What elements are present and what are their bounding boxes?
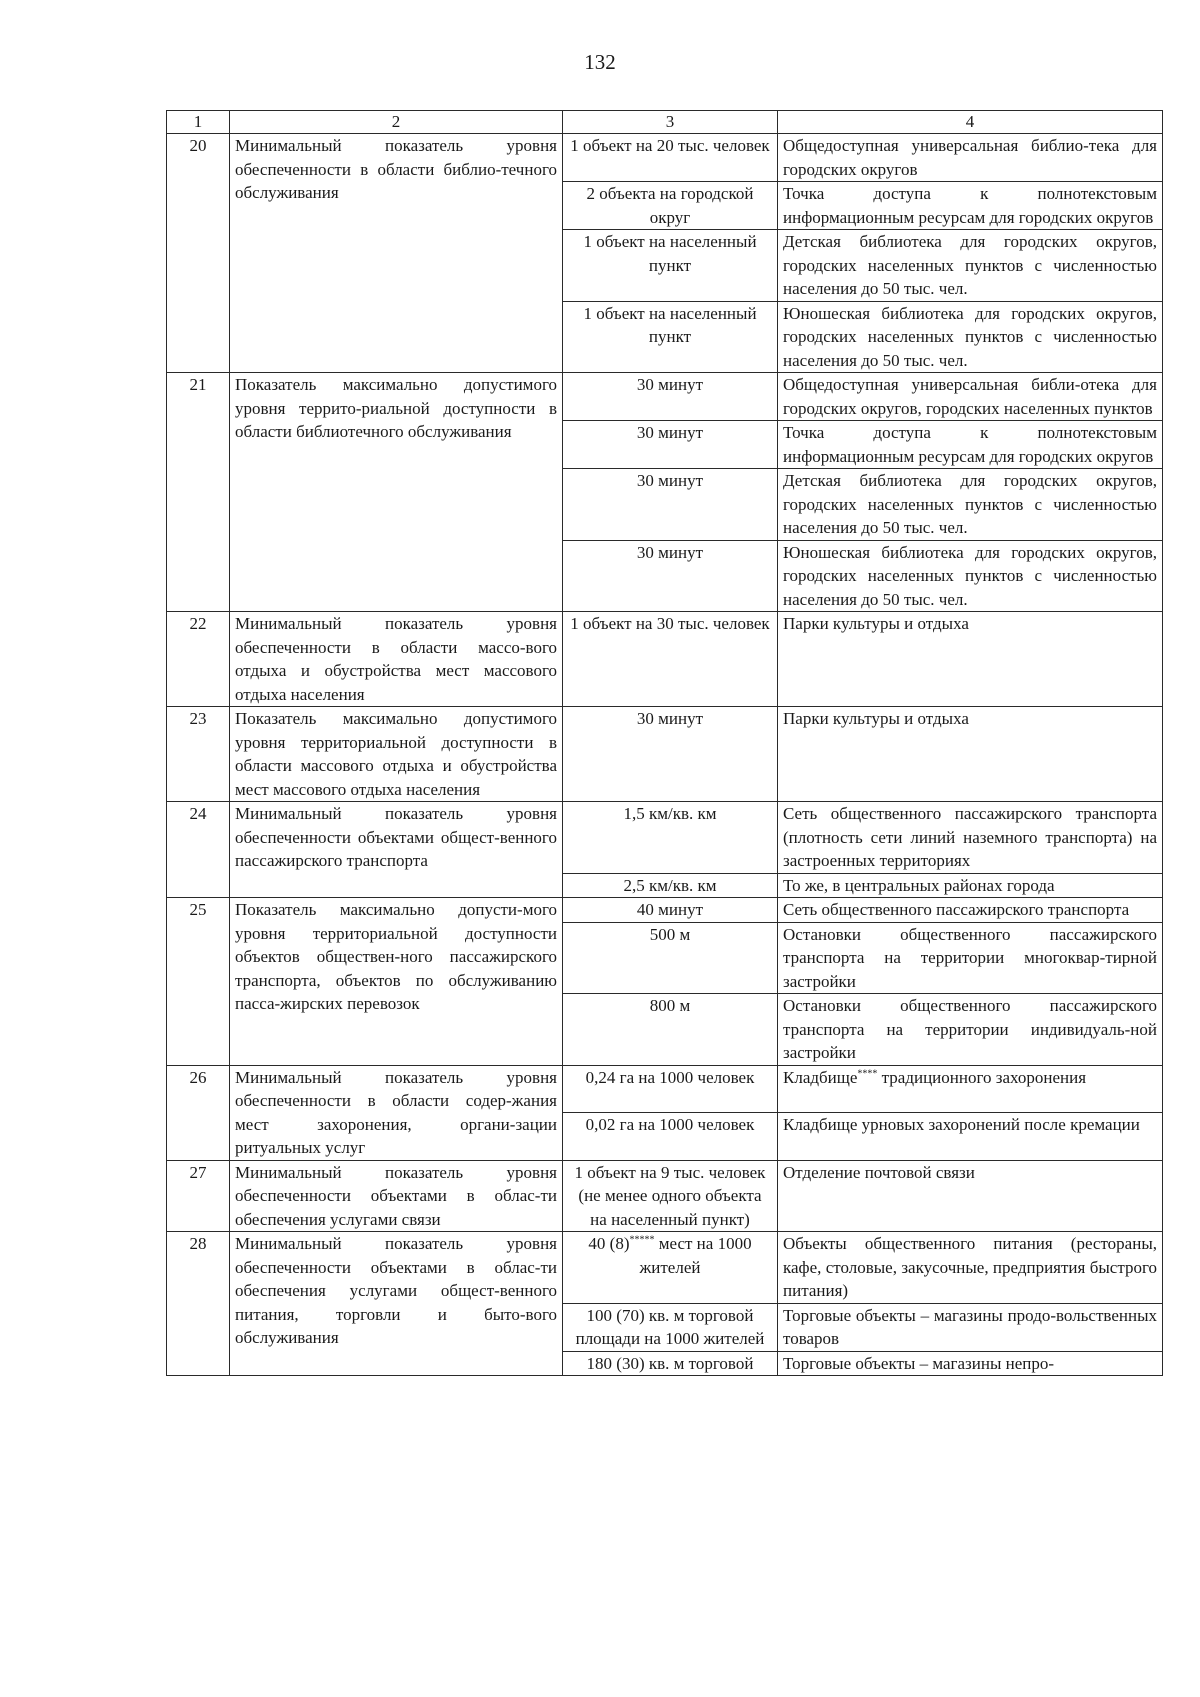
table-row bbox=[167, 134, 1163, 182]
value-cell: 500 м bbox=[563, 922, 778, 994]
object-cell: Точка доступа к полнотекстовым информационным ресурсам для городских округов bbox=[778, 182, 1163, 230]
value-cell: 2,5 км/кв. км bbox=[563, 873, 778, 898]
value-cell: 30 минут bbox=[563, 373, 778, 421]
value-cell: 1 объект на 9 тыс. человек (не менее одного объекта на населенный пункт) bbox=[563, 1160, 778, 1232]
object-cell: Детская библиотека для городских округов, городских населенных пунктов с численностью населения до 50 тыс. чел. bbox=[778, 469, 1163, 541]
footnote-marker: **** bbox=[857, 1067, 878, 1079]
value-cell: 2 объекта на городской округ bbox=[563, 182, 778, 230]
object-cell: Юношеская библиотека для городских округов, городских населенных пунктов с численностью населения до 50 тыс. чел. bbox=[778, 301, 1163, 373]
value-cell: 1 объект на 30 тыс. человек bbox=[563, 612, 778, 707]
standards-table bbox=[166, 110, 1163, 1376]
table-row bbox=[167, 373, 1163, 421]
object-cell: Парки культуры и отдыха bbox=[778, 707, 1163, 802]
object-cell: Парки культуры и отдыха bbox=[778, 612, 1163, 707]
value-cell: 1 объект на населенный пункт bbox=[563, 230, 778, 302]
table-row bbox=[167, 612, 1163, 707]
row-number: 22 bbox=[167, 612, 230, 707]
indicator-cell: Минимальный показатель уровня обеспеченности объектами в облас-ти обеспечения услугами связи bbox=[230, 1160, 563, 1232]
object-cell: Торговые объекты – магазины продо-вольственных товаров bbox=[778, 1303, 1163, 1351]
object-cell: Торговые объекты – магазины непро- bbox=[778, 1351, 1163, 1376]
value-cell bbox=[563, 1232, 778, 1304]
value-cell: 1,5 км/кв. км bbox=[563, 802, 778, 874]
row-number: 20 bbox=[167, 134, 230, 373]
object-cell: Точка доступа к полнотекстовым информационным ресурсам для городских округов bbox=[778, 421, 1163, 469]
value-cell: 0,02 га на 1000 человек bbox=[563, 1113, 778, 1161]
value-cell: 30 минут bbox=[563, 707, 778, 802]
value-text: 40 (8) bbox=[588, 1234, 630, 1253]
indicator-cell: Минимальный показатель уровня обеспеченности в области содер-жания мест захоронения, органи-зации ритуальных услуг bbox=[230, 1065, 563, 1160]
indicator-cell: Минимальный показатель уровня обеспеченности объектами в облас-ти обеспечения услугами общест-венного питания, торговли и быто-вого обслуживания bbox=[230, 1232, 563, 1376]
object-cell: Сеть общественного пассажирского транспорта bbox=[778, 898, 1163, 923]
column-header: 1 bbox=[167, 111, 230, 134]
row-number: 27 bbox=[167, 1160, 230, 1232]
indicator-cell: Показатель максимально допусти-мого уровня территориальной доступности объектов обществен-ного пассажирского транспорта, объектов по обслуживанию пасса-жирских перевозок bbox=[230, 898, 563, 1066]
table-row bbox=[167, 898, 1163, 923]
column-header: 2 bbox=[230, 111, 563, 134]
value-cell: 0,24 га на 1000 человек bbox=[563, 1065, 778, 1113]
object-cell: Остановки общественного пассажирского транспорта на территории многоквар-тирной застройки bbox=[778, 922, 1163, 994]
value-cell: 30 минут bbox=[563, 469, 778, 541]
row-number: 21 bbox=[167, 373, 230, 612]
object-cell: Общедоступная универсальная библи-отека для городских округов, городских населенных пунктов bbox=[778, 373, 1163, 421]
object-cell: Остановки общественного пассажирского транспорта на территории индивидуаль-ной застройки bbox=[778, 994, 1163, 1066]
value-cell: 1 объект на 20 тыс. человек bbox=[563, 134, 778, 182]
object-cell: Отделение почтовой связи bbox=[778, 1160, 1163, 1232]
table-header-row bbox=[167, 111, 1163, 134]
footnote-marker: ***** bbox=[629, 1234, 655, 1246]
object-cell bbox=[778, 1065, 1163, 1113]
page-number: 132 bbox=[584, 50, 616, 74]
value-cell: 40 минут bbox=[563, 898, 778, 923]
value-cell: 30 минут bbox=[563, 421, 778, 469]
row-number: 25 bbox=[167, 898, 230, 1066]
value-cell: 1 объект на населенный пункт bbox=[563, 301, 778, 373]
object-cell: Детская библиотека для городских округов, городских населенных пунктов с численностью населения до 50 тыс. чел. bbox=[778, 230, 1163, 302]
object-text-continued: традиционного захоронения bbox=[877, 1067, 1087, 1087]
table-row bbox=[167, 707, 1163, 802]
indicator-cell: Показатель максимально допустимого уровня территориальной доступности в области массового отдыха и обустройства мест массового отдыха населения bbox=[230, 707, 563, 802]
object-text: Кладбище bbox=[783, 1067, 858, 1087]
row-number: 24 bbox=[167, 802, 230, 898]
table-row bbox=[167, 802, 1163, 874]
value-cell: 800 м bbox=[563, 994, 778, 1066]
value-cell: 180 (30) кв. м торговой bbox=[563, 1351, 778, 1376]
row-number: 26 bbox=[167, 1065, 230, 1160]
object-cell: Кладбище урновых захоронений после кремации bbox=[778, 1113, 1163, 1161]
object-cell: Общедоступная универсальная библио-тека для городских округов bbox=[778, 134, 1163, 182]
indicator-cell: Минимальный показатель уровня обеспеченности объектами общест-венного пассажирского транспорта bbox=[230, 802, 563, 898]
table-row bbox=[167, 1065, 1163, 1113]
value-text-continued: мест на 1000 жителей bbox=[639, 1234, 752, 1277]
indicator-cell: Минимальный показатель уровня обеспеченности в области массо-вого отдыха и обустройства мест массового отдыха населения bbox=[230, 612, 563, 707]
object-cell: То же, в центральных районах города bbox=[778, 873, 1163, 898]
object-cell: Сеть общественного пассажирского транспорта (плотность сети линий наземного транспорта) на застроенных территориях bbox=[778, 802, 1163, 874]
indicator-cell: Минимальный показатель уровня обеспеченности в области библио-течного обслуживания bbox=[230, 134, 563, 373]
value-cell: 30 минут bbox=[563, 540, 778, 612]
row-number: 28 bbox=[167, 1232, 230, 1376]
table-row bbox=[167, 1160, 1163, 1232]
table-row bbox=[167, 1232, 1163, 1304]
object-cell: Объекты общественного питания (рестораны, кафе, столовые, закусочные, предприятия быстрого питания) bbox=[778, 1232, 1163, 1304]
value-cell: 100 (70) кв. м торговой площади на 1000 жителей bbox=[563, 1303, 778, 1351]
column-header: 3 bbox=[563, 111, 778, 134]
row-number: 23 bbox=[167, 707, 230, 802]
column-header: 4 bbox=[778, 111, 1163, 134]
indicator-cell: Показатель максимально допустимого уровня террито-риальной доступности в области библиотечного обслуживания bbox=[230, 373, 563, 612]
object-cell: Юношеская библиотека для городских округов, городских населенных пунктов с численностью населения до 50 тыс. чел. bbox=[778, 540, 1163, 612]
